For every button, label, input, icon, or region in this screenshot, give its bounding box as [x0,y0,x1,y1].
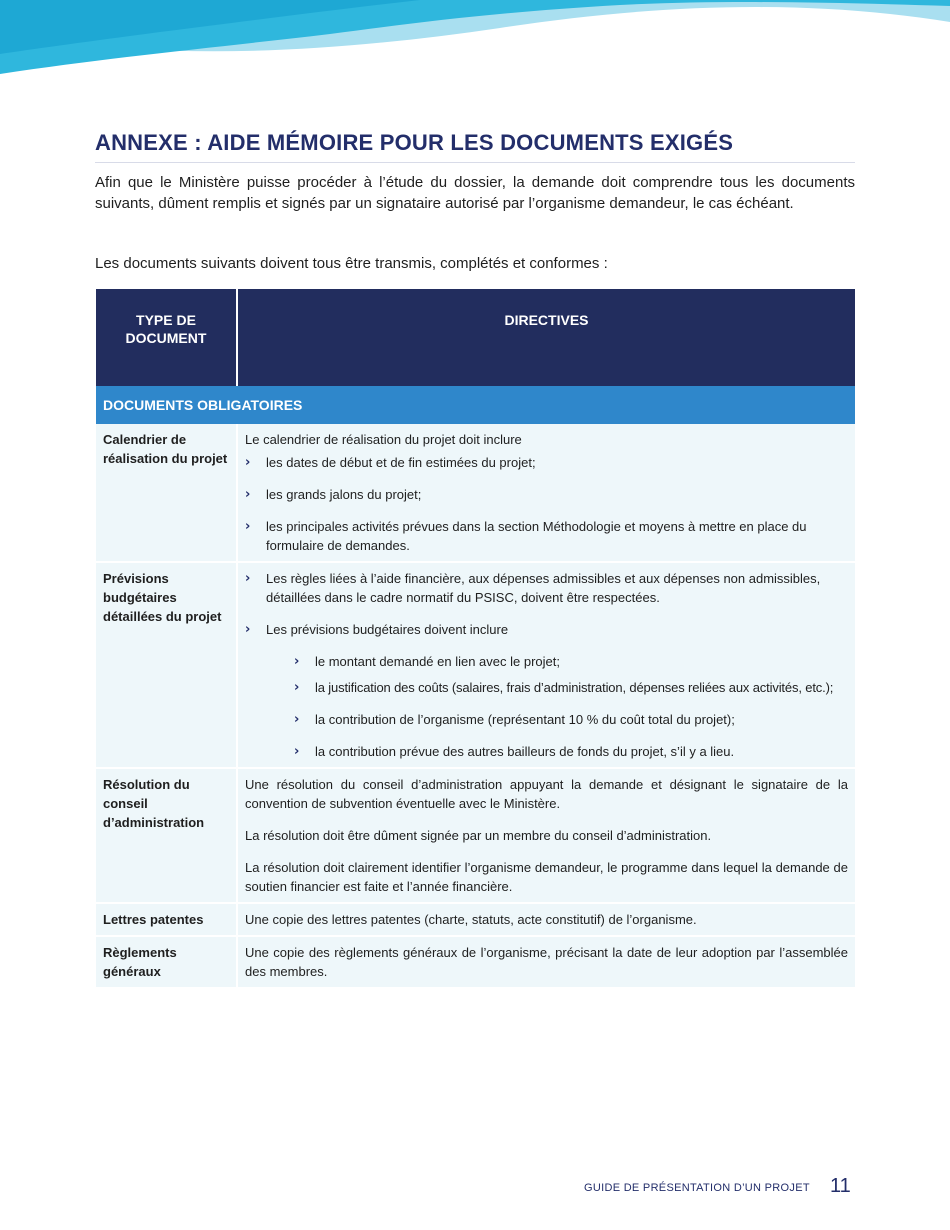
sub-list-item [294,710,848,729]
directives-cell [237,768,855,903]
document-type: Calendrier de réalisation du projet [96,424,237,562]
directive-paragraph: Une copie des règlements généraux de l’organisme, précisant la date de leur adoption par l’assemblée des membres. [245,945,848,979]
header-type-document: TYPE DE DOCUMENT [96,289,237,386]
table-row [96,903,855,936]
chevron-right-icon: › [245,519,251,534]
directive-paragraph: La résolution doit être dûment signée par un membre du conseil d’administration. [245,828,712,843]
header-directives: DIRECTIVES [237,289,855,386]
directives-cell [237,562,855,768]
section-title: DOCUMENTS OBLIGATOIRES [96,386,855,424]
sub-list-item [294,678,848,697]
page-number: 11 [830,1175,851,1197]
list-item-text: la contribution de l’organisme (représentant 10 % du coût total du projet); [315,712,735,727]
directive-lead: Le calendrier de réalisation du projet doit inclure [245,432,522,447]
footer-label: GUIDE DE PRÉSENTATION D’UN PROJET [584,1182,810,1194]
list-item-text: les dates de début et de fin estimées du projet; [266,455,536,470]
chevron-right-icon: › [294,680,300,695]
list-item-text: Les prévisions budgétaires doivent inclure [266,622,509,637]
list-item [245,453,848,472]
directive-paragraph: Une copie des lettres patentes (charte, statuts, acte constitutif) de l’organisme. [245,912,697,927]
document-type: Résolution du conseil d’administration [96,768,237,903]
list-item-text: les grands jalons du projet; [266,487,422,502]
directive-paragraph: La résolution doit clairement identifier l’organisme demandeur, le programme dans lequel la demande de soutien financier est faite et l’année financière. [245,860,848,894]
directives-cell [237,903,855,936]
table-header-row [96,289,855,386]
list-item [245,569,848,607]
list-item [245,485,848,504]
list-item-text: Les règles liées à l’aide financière, aux dépenses admissibles et aux dépenses non admissibles, détaillées dans le cadre normatif du PSISC, doivent être respectées. [266,571,821,605]
table-row [96,936,855,988]
list-item [245,620,848,761]
intro-paragraph-2: Les documents suivants doivent tous être transmis, complétés et conformes : [95,255,608,272]
document-type: Prévisions budgétaires détaillées du projet [96,562,237,768]
section-row [96,386,855,424]
sub-list-item [294,652,848,671]
directives-cell [237,424,855,562]
list-item [245,517,848,555]
document-type: Règlements généraux [96,936,237,988]
list-item-text: la contribution prévue des autres bailleurs de fonds du projet, s’il y a lieu. [315,744,735,759]
directive-paragraph: Une résolution du conseil d’administration appuyant la demande et désignant le signataire de la convention de subvention éventuelle avec le Ministère. [245,777,848,811]
list-item-text: la justification des coûts (salaires, frais d’administration, dépenses reliées aux activités, etc.); [315,680,834,695]
chevron-right-icon: › [294,712,300,727]
list-item-text: les principales activités prévues dans la section Méthodologie et moyens à mettre en place du formulaire de demandes. [266,519,807,553]
chevron-right-icon: › [294,654,300,669]
table-row [96,424,855,562]
chevron-right-icon: › [245,571,251,586]
intro-paragraph: Afin que le Ministère puisse procéder à l’étude du dossier, la demande doit comprendre tous les documents suivants, dûment remplis et signés par un signataire autorisé par l’organisme demandeur, le cas échéant. [95,174,855,212]
header-wave-decoration [0,0,950,80]
chevron-right-icon: › [245,487,251,502]
sub-list-item [294,742,848,761]
list-item-text: le montant demandé en lien avec le projet; [315,654,560,669]
table-row [96,562,855,768]
page-title: ANNEXE : AIDE MÉMOIRE POUR LES DOCUMENTS EXIGÉS [95,130,855,163]
document-type: Lettres patentes [96,903,237,936]
chevron-right-icon: › [245,455,251,470]
table-row [96,768,855,903]
chevron-right-icon: › [294,744,300,759]
documents-table [96,289,855,989]
chevron-right-icon: › [245,622,251,637]
directives-cell [237,936,855,988]
